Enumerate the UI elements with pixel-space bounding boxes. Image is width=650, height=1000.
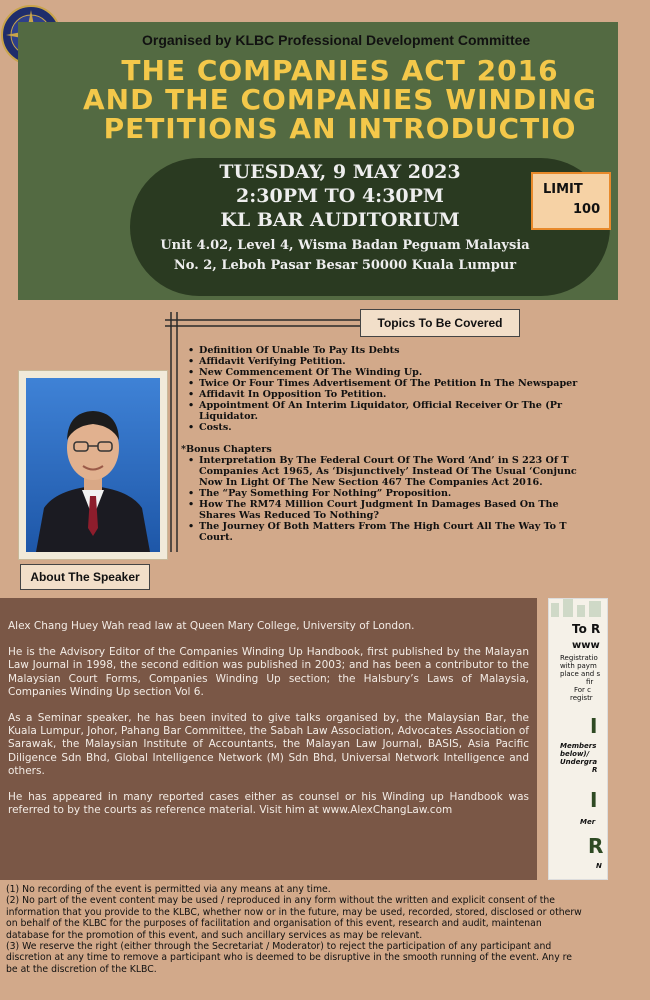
address-line-1: Unit 4.02, Level 4, Wisma Badan Peguam Malaysia (160, 238, 530, 253)
bio-paragraph: He is the Advisory Editor of the Companies Winding Up Handbook, first published by the Malayan Law Journal in 1998, the second edition was published in 2003; and has been a contributor to the Malaysian Court Forms, Companies Winding Up section; the Halsbury’s Laws of Malaysia, Companies Winding Up section Vol 6. (8, 646, 529, 698)
topics-list (181, 345, 618, 543)
registration-line: fir (586, 678, 594, 686)
topic-item: • Definition Of Unable To Pay Its Debts (188, 345, 618, 356)
fee-heading: I (590, 714, 598, 738)
registration-line: below)/ (560, 750, 590, 758)
topic-item: • New Commencement Of The Winding Up. (188, 367, 618, 378)
title-line-2: AND THE COMPANIES WINDING (82, 83, 598, 116)
limit-badge (531, 172, 611, 230)
limit-label: LIMIT (543, 182, 583, 197)
building-illustration (549, 597, 609, 617)
bonus-item: • How The RM74 Million Court Judgment In Damages Based On The Shares Was Reduced To Nothing? (188, 499, 618, 521)
bonus-item: • The “Pay Something For Nothing” Proposition. (188, 488, 618, 499)
topic-item: • Twice Or Four Times Advertisement Of The Petition In The Newspaper (188, 378, 618, 389)
speaker-photo (26, 378, 160, 552)
event-address (110, 236, 580, 276)
limit-value: 100 (573, 202, 601, 217)
registration-line: Undergra (560, 758, 598, 766)
bio-paragraph: He has appeared in many reported cases either as counsel or his Winding up Handbook was referred to by the courts as reference material. Visit him at www.AlexChangLaw.com (8, 791, 529, 817)
event-title (30, 56, 650, 143)
topic-item: • Costs. (188, 422, 618, 433)
disclaimer-item: (2) No part of the event content may be used / reproduced in any form without the written and explicit consent of the information that you provide to the KLBC, whether now or in the future, may be used, recorded, stored, disclosed or otherw on behalf of the KLBC for the purposes of facilitation and organisation of this event, research and audit, maintenan database for the promotion of this event, and such ancillary services as may be relevant. (6, 895, 582, 941)
bio-paragraph: Alex Chang Huey Wah read law at Queen Mary College, University of London. (8, 620, 415, 632)
address-line-2: No. 2, Leboh Pasar Besar 50000 Kuala Lumpur (173, 258, 517, 273)
disclaimer-item: (1) No recording of the event is permitted via any means at any time. (6, 884, 331, 895)
speaker-heading: About The Speaker (20, 564, 150, 590)
speaker-bio (0, 598, 537, 880)
event-datetime (140, 160, 540, 232)
disclaimer (6, 884, 616, 975)
registration-url[interactable]: www (572, 640, 600, 651)
title-line-3: PETITIONS AN INTRODUCTIO (103, 112, 577, 145)
topics-heading: Topics To Be Covered (360, 309, 520, 337)
bonus-chapters-heading: *Bonus Chapters (181, 444, 272, 455)
registration-line: For c (574, 686, 592, 694)
event-date: TUESDAY, 9 MAY 2023 (219, 161, 461, 183)
registration-line: R (592, 766, 598, 774)
bonus-item: • Interpretation By The Federal Court Of The Word ‘And’ in S 223 Of T Companies Act 1965, As ‘Disjunctively’ Instead Of The Usual ‘Conjunc Now In Light Of The New Section 467 The Companies Act 2016. (188, 455, 618, 488)
registration-line: with paym (560, 662, 597, 670)
registration-line: N (596, 862, 602, 870)
fee-heading: I (590, 788, 598, 812)
registration-line: Mer (580, 818, 596, 826)
topic-item: • Appointment Of An Interim Liquidator, Official Receiver Or The (Pr Liquidator. (188, 400, 618, 422)
topic-item: • Affidavit Verifying Petition. (188, 356, 618, 367)
registration-heading: To R (572, 622, 601, 636)
bio-paragraph: As a Seminar speaker, he has been invited to give talks organised by, the Malaysian Bar, the Kuala Lumpur, Johor, Pahang Bar Committee, the Sabah Law Association, Advocates Association of Sarawak, the Malaysian Institute of Accountants, the Malayan Law Journal, BASIS, Asia Pacific Diligence Sdn Bhd, Global Intelligence Network (M) Sdn Bhd, Universal Network Intelligence and others. (8, 712, 529, 777)
fee-heading: R (588, 834, 604, 858)
event-time: 2:30PM TO 4:30PM (236, 185, 444, 207)
title-line-1: THE COMPANIES ACT 2016 (121, 54, 559, 87)
registration-line: registr (570, 694, 593, 702)
topic-item: • Affidavit In Opposition To Petition. (188, 389, 618, 400)
event-venue: KL BAR AUDITORIUM (220, 209, 460, 231)
registration-line: Members (560, 742, 597, 750)
registration-line: Registratio (560, 654, 598, 662)
registration-line: place and s (560, 670, 601, 678)
bonus-item: • The Journey Of Both Matters From The High Court All The Way To T Court. (188, 521, 618, 543)
disclaimer-item: (3) We reserve the right (either through the Secretariat / Moderator) to reject the participation of any participant and discretion at any time to remove a participant who is deemed to be disruptive in the smooth running of the event. Any re be at the discretion of the KLBC. (6, 941, 572, 975)
organiser-line: Organised by KLBC Professional Development Committee (142, 32, 531, 48)
